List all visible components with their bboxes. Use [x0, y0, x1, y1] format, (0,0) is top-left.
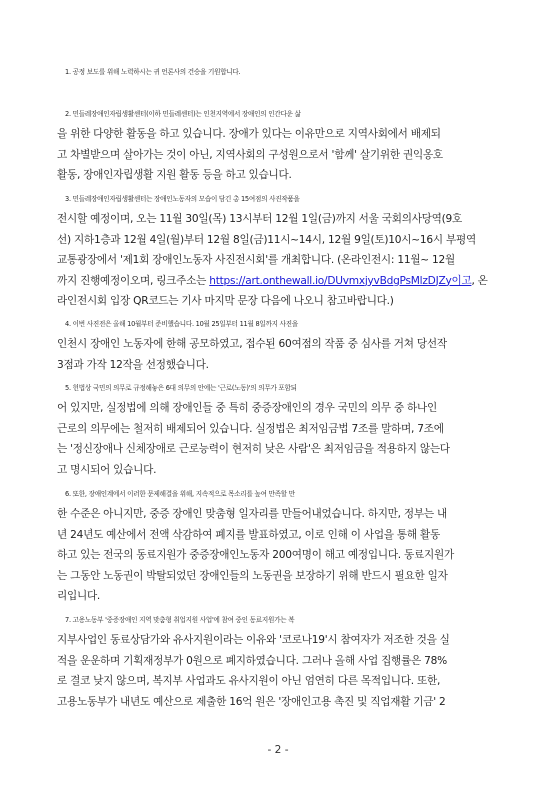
paragraph-line: 하고 있는 전국의 동료지원가 중증장애인노동자 200여명이 해고 예정입니다. 동료지원가: [57, 549, 454, 562]
paragraph-line: 6. 또한, 장애인계에서 이러한 문제해결을 위해, 지속적으로 목소리를 높여 만족할 만: [65, 490, 295, 498]
paragraph-line: 활동, 장애인자립생활 지원 활동 등을 하고 있습니다.: [57, 169, 292, 182]
paragraph-6: [57, 484, 504, 606]
exhibition-link[interactable]: https://art.onthewall.io/DUvmxjyvBdgPsMlzDJZy이고: [209, 274, 472, 287]
paragraph-line: 을 위한 다양한 활동을 하고 있습니다. 장애가 있다는 이유만으로 지역사회에서 배제되: [57, 128, 441, 141]
paragraph-line: 어 있지만, 실정법에 의해 장애인들 중 특히 중증장애인의 경우 국민의 의무 중 하나인: [57, 402, 437, 415]
paragraph-line: 고 명시되어 있습니다.: [57, 463, 157, 476]
paragraph-line: 선) 지하1층과 12월 4일(월)부터 12월 8일(금)11시~14시, 12월 9일(토)10시~16시 부평역: [57, 233, 476, 246]
paragraph-line: 4. 이번 사진전은 올해 10월부터 준비했습니다. 10월 25일부터 11월 8일까지 사진을: [65, 320, 298, 328]
link-prefix-text: 까지 진행예정이오며, 링크주소는: [57, 274, 210, 287]
paragraph-line: 1. 공정 보도를 위해 노력하시는 귀 언론사의 건승을 기원합니다.: [65, 68, 241, 76]
paragraph-line: 5. 헌법상 국민의 의무로 규정해놓은 6대 의무의 안에는 '근로(노동)'의 의무가 포함되: [65, 384, 297, 392]
paragraph-line: 라인전시회 입장 QR코드는 기사 마지막 문장 다음에 나오니 참고바랍니다.): [57, 295, 394, 308]
paragraph-line-with-link: [57, 271, 504, 291]
paragraph-1: [57, 62, 504, 82]
paragraph-line: 한 수준은 아니지만, 중증 장애인 맞춤형 일자리를 만들어내었습니다. 하지만, 정부는 내: [57, 508, 447, 521]
link-suffix-text: , 온: [471, 274, 488, 287]
paragraph-line: 지부사업인 동료상담가와 유사지원이라는 이유와 '코로나19'시 참여자가 저조한 것을 실: [57, 634, 450, 647]
paragraph-4: [57, 314, 504, 375]
page-number: - 2 -: [267, 744, 289, 756]
paragraph-line: 고 차별받으며 살아가는 것이 아닌, 지역사회의 구성원으로서 '함께' 살기위한 권익옹호: [57, 148, 443, 161]
paragraph-5: [57, 378, 504, 480]
paragraph-line: 2. 민들레장애인자립생활센터(이하 민들레센터)는 인천지역에서 장애인의 인간다운 삶: [65, 110, 301, 118]
paragraph-line: 고용노동부가 내년도 예산으로 제출한 16억 원은 '장애인고용 촉진 및 직업재활 기금' 2: [57, 695, 446, 708]
paragraph-line: 는 그동안 노동권이 박탈되었던 장애인들의 노동권을 보장하기 위해 반드시 필요한 일자: [57, 569, 448, 582]
paragraph-line: 적을 운운하며 기획재정부가 0원으로 폐지하였습니다. 그러나 올해 사업 집행률은 78%: [57, 654, 447, 667]
paragraph-2: [57, 104, 504, 186]
paragraph-line: 교통광장에서 '제1회 장애인노동자 사진전시회'를 개최합니다. (온라인전시: 11월~ 12월: [57, 254, 456, 267]
paragraph-line: 근로의 의무에는 철저히 배제되어 있습니다. 실정법은 최저임금법 7조를 말하며, 7조에: [57, 422, 444, 435]
paragraph-line: 3점과 가작 12작을 선정했습니다.: [57, 358, 209, 371]
paragraph-line: 3. 민들레장애인자립생활센터는 장애인노동자의 모습이 담긴 총 15여점의 사진작품을: [65, 195, 300, 203]
paragraph-line: 전시할 예정이며, 오는 11월 30일(목) 13시부터 12월 1일(금)까지 서울 국회의사당역(9호: [57, 213, 463, 226]
paragraph-3: [57, 189, 504, 311]
paragraph-line: 로 결코 낮지 않으며, 복지부 사업과도 유사지원이 아닌 엄연히 다른 목적입니다. 또한,: [57, 675, 441, 688]
paragraph-7: [57, 610, 504, 712]
paragraph-line: 는 '정신장애나 신체장애로 근로능력이 현저히 낮은 사람'은 최저임금을 적용하지 않는다: [57, 443, 450, 456]
paragraph-line: 인천시 장애인 노동자에 한해 공모하였고, 접수된 60여점의 작품 중 심사를 거쳐 당선작: [57, 338, 447, 351]
paragraph-line: 7. 고용노동부 '중증장애인 지역 맞춤형 취업지원 사업'에 참여 중인 동료지원가는 복: [65, 616, 295, 624]
paragraph-line: 리입니다.: [57, 590, 101, 603]
paragraph-line: 년 24년도 예산에서 전액 삭감하여 폐지를 발표하였고, 이로 인해 이 사업을 통해 활동: [57, 528, 440, 541]
